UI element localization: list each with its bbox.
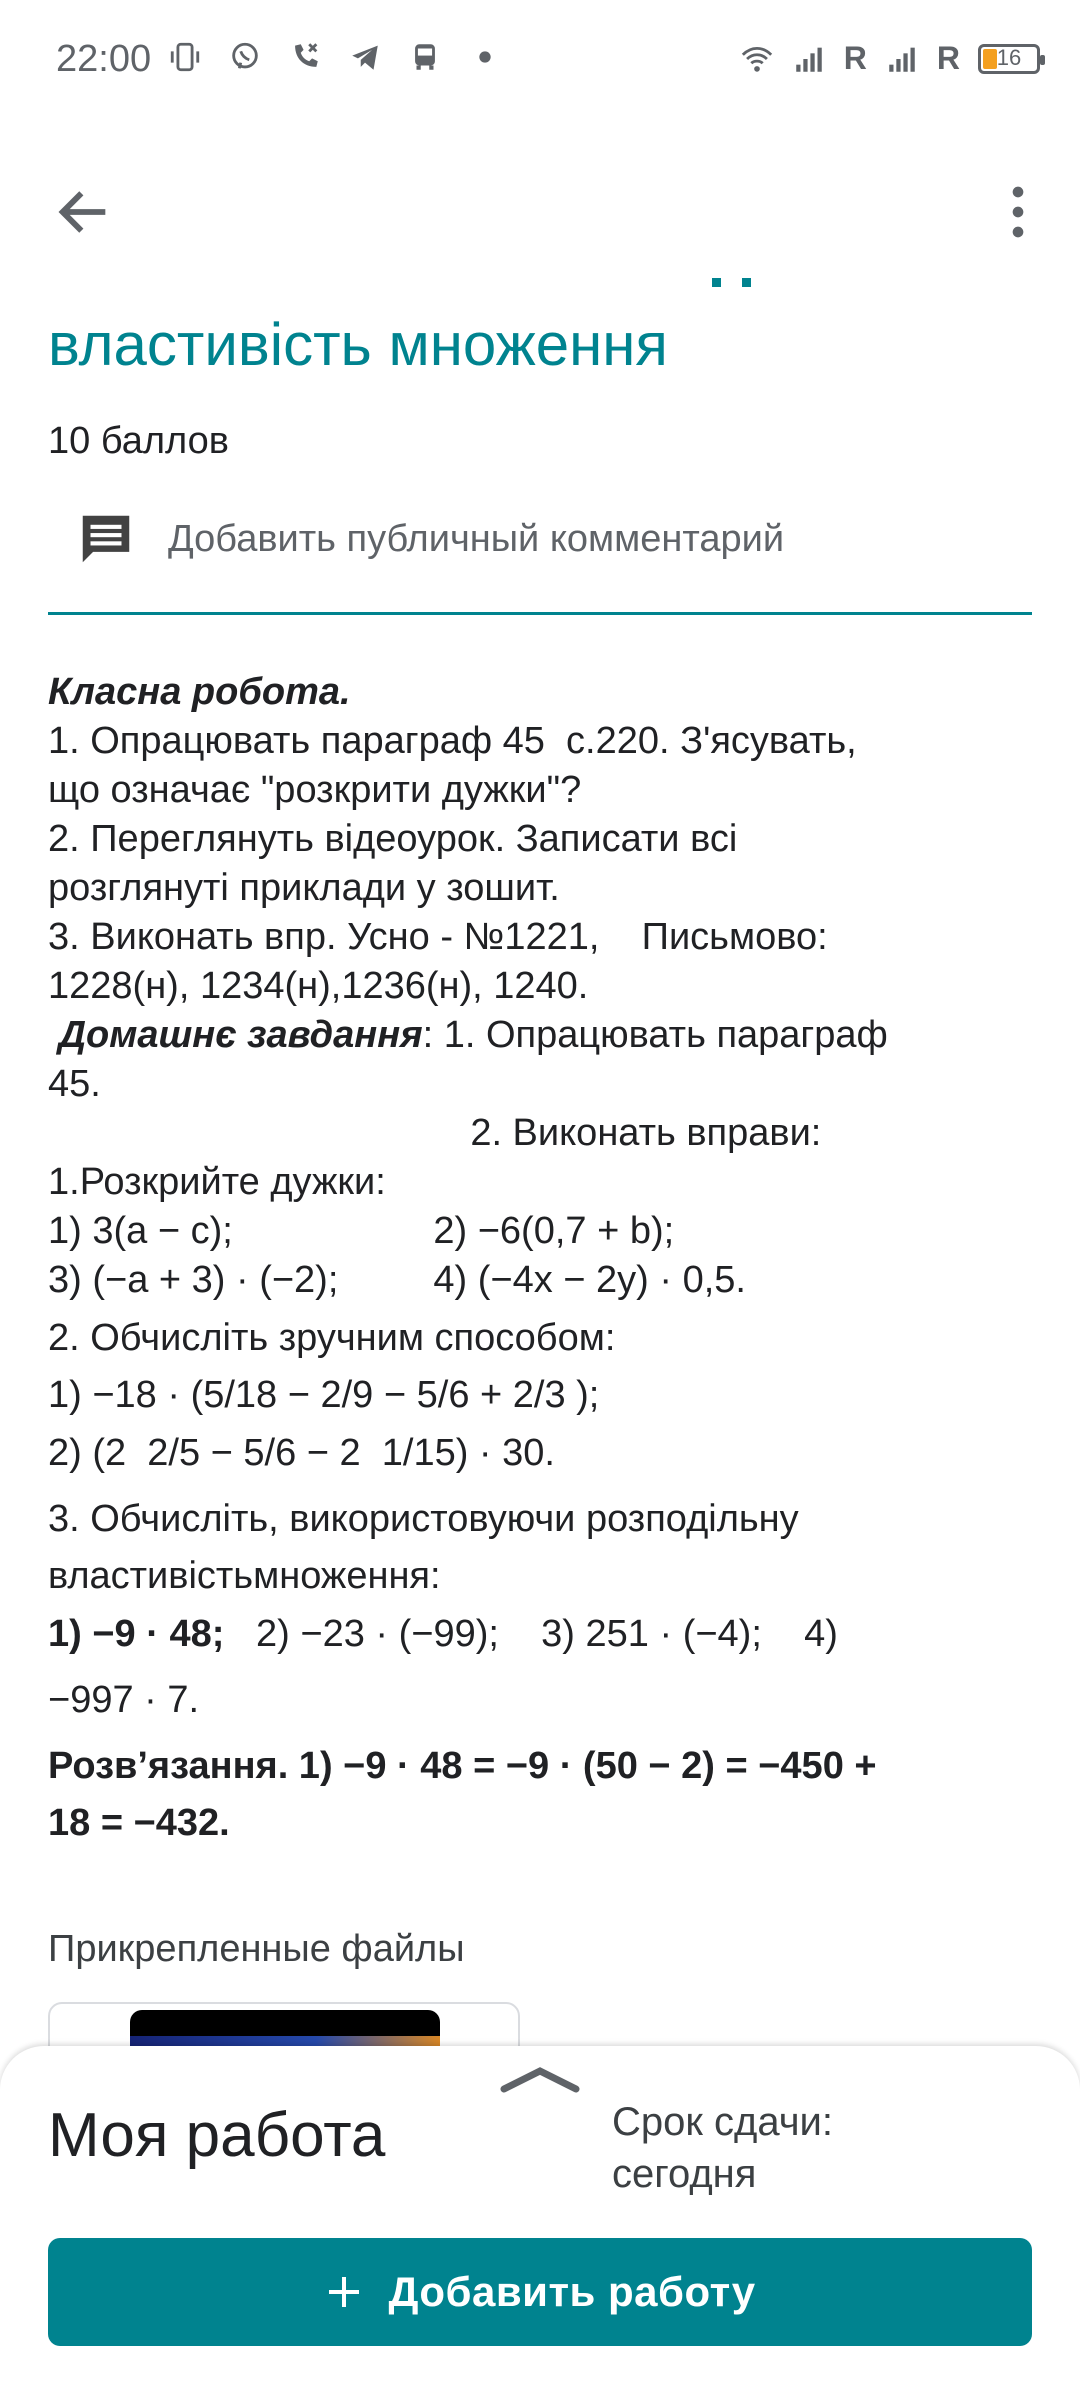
description-line: 1) 3(a − c); 2) −6(0,7 + b); [48, 1210, 675, 1252]
description-line: 3. Виконать впр. Усно - №1221, Письмово: [48, 916, 828, 958]
wifi-icon [740, 42, 774, 76]
description-line: 3) (−a + 3) · (−2); 4) (−4x − 2y) · 0,5. [48, 1259, 746, 1301]
title-overflow-dots [712, 278, 758, 288]
comment-placeholder: Добавить публичный комментарий [168, 517, 785, 560]
description-line: −997 · 7. [48, 1679, 200, 1721]
description-line: 1228(н), 1234(н),1236(н), 1240. [48, 965, 589, 1007]
back-arrow-icon[interactable] [52, 180, 116, 244]
description-line: розглянуті приклади у зошит. [48, 867, 560, 909]
viber-icon [228, 40, 262, 74]
page-title: властивість множення [48, 311, 668, 378]
description-line: 2. Виконать вправи: [48, 1112, 822, 1154]
bus-icon [408, 40, 442, 74]
public-comment-button[interactable] [74, 508, 784, 570]
chevron-up-icon[interactable] [500, 2064, 580, 2094]
solution-line: 18 = −432. [48, 1802, 230, 1844]
divider [48, 612, 1032, 615]
missed-call-icon [288, 40, 322, 74]
description-line: 1.Розкрийте дужки: [48, 1161, 386, 1203]
assignment-description [48, 668, 1048, 1848]
description-line: : 1. Опрацювать параграф [422, 1014, 888, 1056]
plus-icon [324, 2272, 364, 2312]
description-line: що означає "розкрити дужки"? [48, 769, 582, 811]
notification-icons [168, 40, 502, 74]
due-label: Срок сдачи: [612, 2100, 833, 2144]
description-line: 2. Обчисліть зручним способом: [48, 1317, 616, 1359]
points-label: 10 баллов [48, 420, 229, 462]
telegram-icon [348, 40, 382, 74]
description-line: 1. Опрацювать параграф 45 с.220. З'ясувать, [48, 720, 857, 762]
signal-icon [792, 42, 826, 76]
add-work-button[interactable] [48, 2238, 1032, 2346]
solution-line: Розв’язання. 1) −9 · 48 = −9 · (50 − 2) = −450 + [48, 1745, 877, 1787]
classwork-heading: Класна робота. [48, 671, 351, 713]
comment-icon [74, 508, 138, 570]
battery-icon [978, 44, 1040, 74]
due-value: сегодня [612, 2152, 757, 2196]
description-bold: 1) −9 · 48; [48, 1613, 225, 1655]
status-time: 22:00 [56, 38, 152, 80]
description-line: 3. Обчисліть, використовуючи розподільну [48, 1498, 799, 1540]
signal-icon [885, 42, 919, 76]
description-line: 45. [48, 1063, 101, 1105]
battery-level: 16 [996, 44, 1022, 70]
homework-heading: Домашнє завдання [58, 1014, 423, 1056]
attachments-heading: Прикрепленные файлы [48, 1928, 465, 1970]
due-date [612, 2096, 833, 2200]
description-line: властивістьмноження: [48, 1555, 441, 1597]
my-work-title: Моя работа [48, 2101, 386, 2170]
system-icons [740, 40, 1040, 77]
more-vert-icon[interactable] [986, 180, 1050, 244]
roaming-label: R [936, 40, 960, 76]
description-line: 2) (2 2/5 − 5/6 − 2 1/15) · 30. [48, 1432, 555, 1474]
roaming-label: R [843, 40, 867, 76]
dot-icon [468, 40, 502, 74]
description-line: 2. Переглянуть відеоурок. Записати всі [48, 818, 738, 860]
add-work-label: Добавить работу [388, 2268, 756, 2315]
status-bar [0, 0, 1080, 128]
description-line: 1) −18 · (5/18 − 2/9 − 5/6 + 2/3 ); [48, 1374, 600, 1416]
description-line: 2) −23 · (−99); 3) 251 · (−4); 4) [224, 1613, 838, 1655]
vibrate-icon [168, 40, 202, 74]
